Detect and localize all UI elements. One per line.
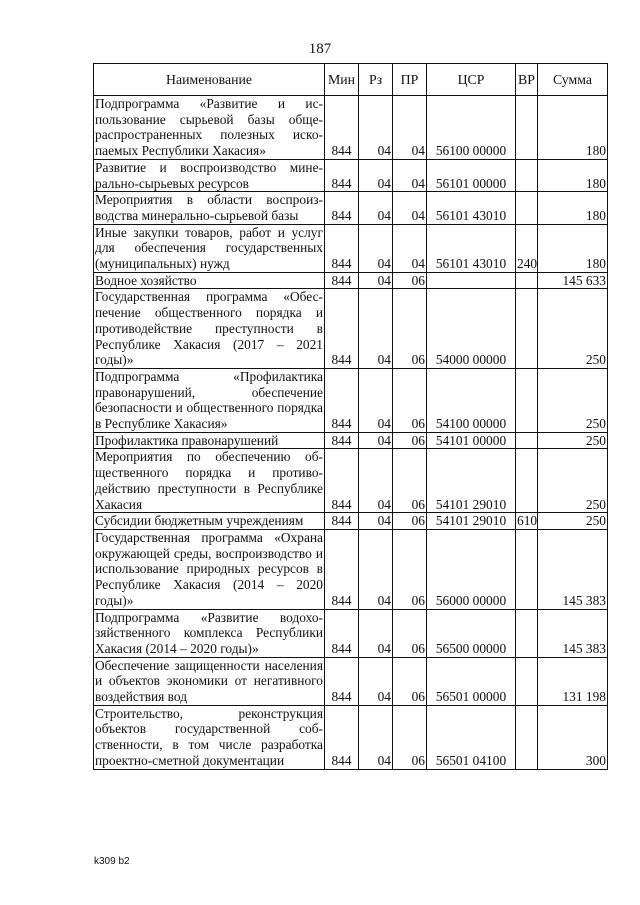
cell-sum: 145 633 — [538, 272, 608, 289]
cell-csr — [427, 272, 516, 289]
cell-rz: 04 — [359, 432, 393, 449]
table-header-row — [94, 64, 608, 96]
cell-min: 844 — [325, 159, 359, 191]
cell-sum: 250 — [538, 449, 608, 513]
cell-rz: 04 — [359, 96, 393, 160]
cell-pr: 06 — [393, 513, 427, 530]
cell-csr: 54100 00000 — [427, 368, 516, 432]
cell-csr: 56500 00000 — [427, 609, 516, 657]
cell-name: Строительство, реконструкция объектов государственной собственности, в том числе разработка проектно-сметной документации — [95, 705, 323, 768]
table-row — [94, 368, 608, 432]
cell-csr: 56101 43010 — [427, 224, 516, 272]
table-row — [94, 224, 608, 272]
cell-pr: 04 — [393, 192, 427, 224]
table-row — [94, 513, 608, 530]
cell-min: 844 — [325, 449, 359, 513]
cell-name: Подпрограмма «Профилактика правонарушений, обеспечение безопасности и общественного порядка в Республике Хакасия» — [95, 368, 323, 432]
cell-name: Государственная программа «Обеспечение общественного порядка и противодействие преступности в Республике Хакасия (2017 – 2021 годы)» — [95, 289, 323, 368]
cell-sum: 180 — [538, 96, 608, 160]
cell-name: Иные закупки товаров, работ и услуг для обеспечения государственных (муниципальных) нужд — [95, 224, 323, 272]
cell-min: 844 — [325, 224, 359, 272]
cell-vr — [516, 449, 538, 513]
cell-vr — [516, 96, 538, 160]
table-row — [94, 289, 608, 369]
cell-csr: 56100 00000 — [427, 96, 516, 160]
cell-rz: 04 — [359, 289, 393, 369]
cell-pr: 04 — [393, 96, 427, 160]
table-row — [94, 432, 608, 449]
cell-min: 844 — [325, 529, 359, 609]
cell-name: Мероприятия по обеспечению общественного порядка и противодействию преступности в Республике Хакасия — [95, 449, 323, 512]
cell-vr — [516, 368, 538, 432]
cell-pr: 06 — [393, 609, 427, 657]
cell-name: Государственная программа «Охрана окружающей среды, воспроизводство и использование природных ресурсов в Республике Хакасия (2014 – 2020 годы)» — [95, 529, 323, 608]
cell-vr — [516, 705, 538, 769]
cell-csr: 54101 29010 — [427, 513, 516, 530]
cell-vr — [516, 609, 538, 657]
cell-csr: 56501 00000 — [427, 657, 516, 705]
cell-vr: 240 — [516, 224, 538, 272]
cell-min: 844 — [325, 289, 359, 369]
header-rz: Рз — [359, 64, 393, 96]
cell-sum: 250 — [538, 513, 608, 530]
cell-sum: 250 — [538, 432, 608, 449]
cell-sum: 250 — [538, 368, 608, 432]
cell-vr — [516, 657, 538, 705]
header-sum: Сумма — [538, 64, 608, 96]
table-row — [94, 159, 608, 191]
cell-csr: 56000 00000 — [427, 529, 516, 609]
header-vr: ВР — [516, 64, 538, 96]
cell-csr: 54101 00000 — [427, 432, 516, 449]
cell-rz: 04 — [359, 513, 393, 530]
cell-vr — [516, 529, 538, 609]
table-row — [94, 272, 608, 289]
cell-min: 844 — [325, 96, 359, 160]
cell-csr: 56501 04100 — [427, 705, 516, 769]
cell-vr — [516, 159, 538, 191]
cell-name: Водное хозяйство — [94, 272, 325, 289]
header-min: Мин — [325, 64, 359, 96]
cell-pr: 06 — [393, 705, 427, 769]
cell-rz: 04 — [359, 224, 393, 272]
cell-vr: 610 — [517, 513, 538, 529]
table-row — [94, 657, 608, 705]
table-body — [94, 96, 608, 770]
cell-pr: 06 — [393, 368, 427, 432]
cell-rz: 04 — [359, 192, 393, 224]
cell-name: Субсидии бюджетным учреждениям — [94, 513, 325, 530]
table-row — [94, 449, 608, 513]
cell-min: 844 — [325, 368, 359, 432]
cell-name: Обеспечение защищенности населения и объектов экономики от негативного воздействия вод — [95, 657, 323, 705]
header-csr: ЦСР — [427, 64, 516, 96]
cell-min: 844 — [325, 705, 359, 769]
cell-name: Профилактика правонарушений — [94, 432, 325, 449]
cell-sum: 145 383 — [538, 529, 608, 609]
cell-pr: 06 — [393, 657, 427, 705]
cell-rz: 04 — [359, 705, 393, 769]
cell-rz: 04 — [359, 272, 393, 289]
cell-pr: 06 — [393, 272, 427, 289]
cell-pr: 06 — [393, 449, 427, 513]
cell-rz: 04 — [359, 368, 393, 432]
cell-rz: 04 — [359, 609, 393, 657]
table-row — [94, 529, 608, 609]
cell-min: 844 — [325, 432, 359, 449]
cell-min: 844 — [325, 657, 359, 705]
table-row — [94, 96, 608, 160]
cell-pr: 06 — [393, 289, 427, 369]
cell-sum: 180 — [538, 159, 608, 191]
table-row — [94, 609, 608, 657]
cell-sum: 250 — [538, 289, 608, 369]
cell-name: Развитие и воспроизводство минерально-сырьевых ресурсов — [95, 159, 323, 191]
cell-rz: 04 — [359, 529, 393, 609]
cell-pr: 04 — [393, 224, 427, 272]
cell-pr: 06 — [393, 432, 427, 449]
cell-min: 844 — [325, 272, 359, 289]
table-row — [94, 705, 608, 769]
cell-name: Мероприятия в области воспроизводства минерально-сырьевой базы — [95, 192, 323, 223]
cell-csr: 56101 43010 — [427, 192, 516, 224]
cell-name: Подпрограмма «Развитие водохозяйственного комплекса Республики Хакасия (2014 – 2020 годы)» — [95, 609, 323, 656]
page-number: 187 — [308, 41, 332, 57]
cell-vr — [516, 272, 538, 289]
header-pr: ПР — [393, 64, 427, 96]
cell-csr: 56101 00000 — [427, 159, 516, 191]
cell-csr: 54000 00000 — [427, 289, 516, 369]
cell-rz: 04 — [359, 657, 393, 705]
cell-sum: 180 — [538, 192, 608, 224]
cell-sum: 131 198 — [538, 657, 608, 705]
cell-pr: 06 — [393, 529, 427, 609]
table-row — [94, 192, 608, 224]
cell-min: 844 — [325, 513, 359, 530]
cell-name: Подпрограмма «Развитие и использование сырьевой базы общераспространенных полезных ископаемых Республики Хакасия» — [95, 96, 323, 159]
cell-sum: 180 — [538, 224, 608, 272]
cell-vr — [516, 192, 538, 224]
cell-pr: 04 — [393, 159, 427, 191]
cell-min: 844 — [325, 609, 359, 657]
cell-min: 844 — [325, 192, 359, 224]
cell-sum: 145 383 — [538, 609, 608, 657]
footer-code: k309 b2 — [94, 856, 130, 867]
cell-csr: 54101 29010 — [427, 449, 516, 513]
header-name: Наименование — [94, 64, 325, 96]
cell-sum: 300 — [538, 705, 608, 769]
budget-table — [93, 63, 608, 770]
cell-vr — [516, 432, 538, 449]
cell-vr — [516, 289, 538, 369]
cell-rz: 04 — [359, 159, 393, 191]
cell-rz: 04 — [359, 449, 393, 513]
